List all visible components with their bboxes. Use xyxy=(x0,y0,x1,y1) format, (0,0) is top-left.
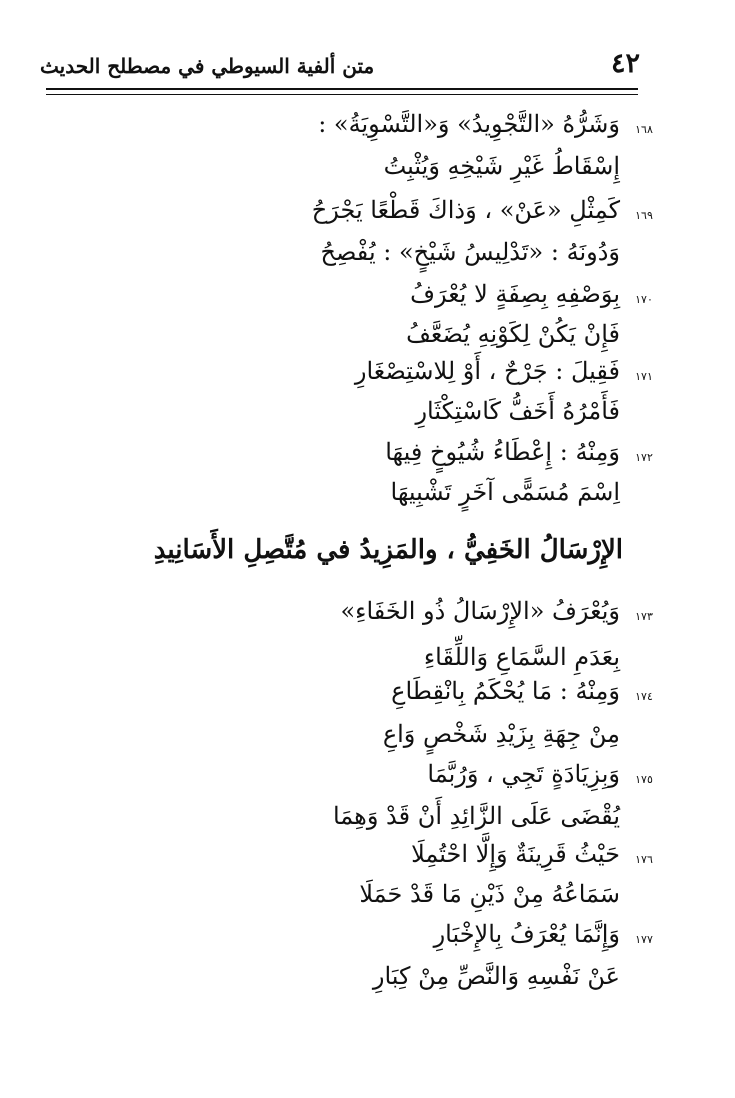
verse-line-2: سَمَاعُهُ مِنْ ذَيْنِ مَا قَدْ حَمَلَا xyxy=(359,880,620,908)
verse-line-2: فَأَمْرُهُ أَخَفُّ كَاسْتِكْثَارِ xyxy=(415,397,620,425)
verse-number: ١٧١ xyxy=(635,370,653,383)
verse-line-1: حَيْثُ قَرِينَةٌ وَإِلَّا احْتُمِلَا xyxy=(411,840,620,868)
verse-line-2: عَنْ نَفْسِهِ وَالنَّصِّ مِنْ كِبَارِ xyxy=(372,962,620,990)
verse-line-2: بِعَدَمِ السَّمَاعِ وَاللِّقَاءِ xyxy=(423,643,620,671)
verse-number: ١٦٩ xyxy=(635,209,653,222)
verse-number: ١٧٥ xyxy=(635,773,653,786)
verse-number: ١٧٧ xyxy=(635,933,653,946)
page-number: ٤٢ xyxy=(610,48,640,79)
verse-line-2: يُقْضَى عَلَى الزَّائِدِ أَنْ قَدْ وَهِمَا xyxy=(332,802,620,830)
verse-line-1: وَشَرُّهُ «التَّجْوِيدُ» وَ«التَّسْوِيَةُ» : xyxy=(318,110,620,138)
verse-line-1: وَمِنْهُ : إِعْطَاءُ شُيُوخٍ فِيهَا xyxy=(385,438,620,466)
verse-line-2: إِسْقَاطُ غَيْرِ شَيْخِهِ وَيُثْبِتُ xyxy=(383,152,620,180)
header-rule-thick xyxy=(46,88,638,90)
section-heading: الإِرْسَالُ الخَفِيُّ ، والمَزِيدُ في مُتَّصِلِ الأَسَانِيدِ xyxy=(153,535,623,565)
verse-number: ١٧٤ xyxy=(635,690,653,703)
verse-number: ١٧٦ xyxy=(635,853,653,866)
verse-line-1: وَإِنَّمَا يُعْرَفُ بِالإِخْبَارِ xyxy=(433,920,620,948)
verse-line-1: كَمِثْلِ «عَنْ» ، وَذاكَ قَطْعًا يَجْرَحُ xyxy=(311,196,620,224)
running-title: متن ألفية السيوطي في مصطلح الحديث xyxy=(40,54,375,78)
verse-line-2: فَإِنْ يَكُنْ لِكَوْنِهِ يُضَعَّفُ xyxy=(406,320,620,348)
verse-line-1: وَيُعْرَفُ «الإِرْسَالُ ذُو الخَفَاءِ» xyxy=(340,597,620,625)
verse-line-1: فَقِيلَ : جَرْحٌ ، أَوْ لِلاسْتِصْغَارِ xyxy=(354,357,620,385)
verse-line-2: مِنْ جِهَةِ بِزَيْدِ شَخْصٍ وَاعِ xyxy=(382,720,620,748)
verse-number: ١٧٢ xyxy=(635,451,653,464)
verse-line-1: وَبِزِيَادَةٍ تَجِي ، وَرُبَّمَا xyxy=(427,760,620,788)
verse-line-1: بِوَصْفِهِ بِصِفَةٍ لا يُعْرَفُ xyxy=(410,280,620,308)
verse-line-2: وَدُونَهُ : «تَدْلِيسُ شَيْخٍ» : يُفْصِحُ xyxy=(320,238,620,266)
verse-line-2: اِسْمَ مُسَمًّى آخَرٍ تَشْبِيهَا xyxy=(390,478,620,506)
verse-number: ١٧٣ xyxy=(635,610,653,623)
header-rule-thin xyxy=(46,94,638,95)
verse-line-1: وَمِنْهُ : مَا يُحْكَمُ بِانْقِطَاعِ xyxy=(391,677,620,705)
page-header xyxy=(40,48,640,88)
verse-number: ١٧٠ xyxy=(635,293,653,306)
verse-number: ١٦٨ xyxy=(635,123,653,136)
